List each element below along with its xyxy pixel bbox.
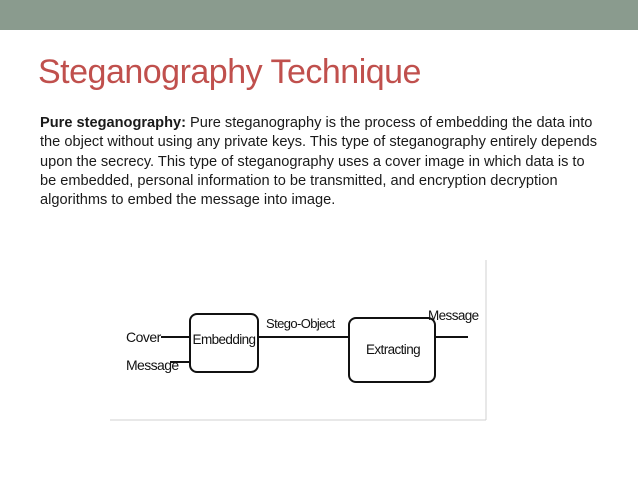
stego-object-label: Stego-Object <box>266 316 335 331</box>
body-paragraph <box>40 114 600 210</box>
message-input-label: Message <box>126 357 179 373</box>
cover-input-label: Cover <box>126 329 161 345</box>
embedding-label: Embedding <box>192 332 256 347</box>
top-accent-bar <box>0 0 638 30</box>
steganography-diagram <box>108 258 492 428</box>
extracting-label: Extracting <box>365 342 421 357</box>
message-output-label: Message <box>428 308 479 323</box>
paragraph-lead: Pure steganography: <box>40 115 186 131</box>
slide-title: Steganography Technique <box>38 53 421 91</box>
paragraph-text: Pure steganography is the process of embedding the data into the object without using any private keys. This type of steganography entirely depends upon the secrecy. This type of steganography uses a cover image in which data is to be embedded, personal information to be transmitted, and encryption decryption algorithms to embed the message into image. <box>40 115 598 209</box>
